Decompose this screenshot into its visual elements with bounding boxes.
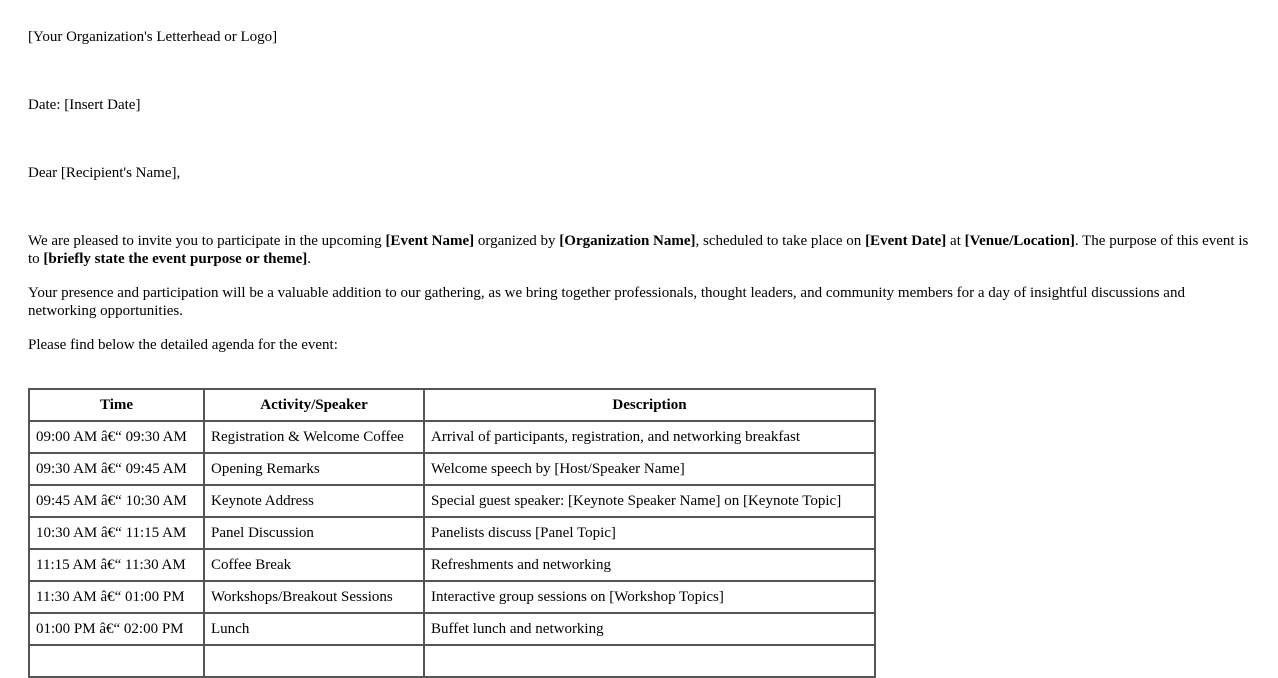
activity-cell: Registration & Welcome Coffee (204, 421, 424, 453)
venue-placeholder: [Venue/Location] (964, 233, 1075, 249)
activity-cell: Opening Remarks (204, 453, 424, 485)
time-cell: 10:30 AM â€“ 11:15 AM (29, 517, 204, 549)
time-cell: 09:45 AM â€“ 10:30 AM (29, 485, 204, 517)
paragraph-text: organized by (474, 233, 560, 249)
description-cell: Interactive group sessions on [Workshop Topics] (424, 581, 875, 613)
presence-paragraph: Your presence and participation will be a valuable addition to our gathering, as we bring together professionals, thought leaders, and community members for a day of insightful discussions and networking opportunities. (28, 285, 1185, 319)
table-row (29, 517, 875, 549)
description-cell: Buffet lunch and networking (424, 613, 875, 645)
event-name-placeholder: [Event Name] (385, 233, 475, 249)
activity-cell: Coffee Break (204, 549, 424, 581)
table-row (29, 549, 875, 581)
header-activity: Activity/Speaker (204, 389, 424, 421)
paragraph-text: . The purpose of this event is to (28, 233, 1249, 267)
time-cell: 11:30 AM â€“ 01:00 PM (29, 581, 204, 613)
letterhead-placeholder: [Your Organization's Letterhead or Logo] (28, 29, 278, 45)
event-purpose-placeholder: [briefly state the event purpose or theme] (43, 251, 308, 267)
paragraph-text: We are pleased to invite you to participate in the upcoming (28, 233, 386, 249)
activity-cell: Workshops/Breakout Sessions (204, 581, 424, 613)
header-time: Time (29, 389, 204, 421)
time-cell: 09:30 AM â€“ 09:45 AM (29, 453, 204, 485)
description-cell: Arrival of participants, registration, and networking breakfast (424, 421, 875, 453)
date-line: Date: [Insert Date] (28, 97, 141, 113)
activity-cell: Keynote Address (204, 485, 424, 517)
paragraph-text: , scheduled to take place on (695, 233, 866, 249)
agenda-header-row (29, 389, 875, 421)
activity-cell: Lunch (204, 613, 424, 645)
table-row (29, 485, 875, 517)
table-row (29, 453, 875, 485)
time-cell: 11:15 AM â€“ 11:30 AM (29, 549, 204, 581)
header-description: Description (424, 389, 875, 421)
table-row (29, 613, 875, 645)
description-cell: Welcome speech by [Host/Speaker Name] (424, 453, 875, 485)
time-cell: 01:00 PM â€“ 02:00 PM (29, 613, 204, 645)
table-row (29, 581, 875, 613)
description-cell: Special guest speaker: [Keynote Speaker Name] on [Keynote Topic] (424, 485, 875, 517)
agenda-table (28, 388, 876, 678)
greeting: Dear [Recipient's Name], (28, 165, 181, 181)
invitation-paragraph (28, 232, 1250, 268)
time-cell: 09:00 AM â€“ 09:30 AM (29, 421, 204, 453)
paragraph-text: at (946, 233, 965, 249)
description-cell: Refreshments and networking (424, 549, 875, 581)
description-cell: Panelists discuss [Panel Topic] (424, 517, 875, 549)
organization-name-placeholder: [Organization Name] (559, 233, 696, 249)
paragraph-text: . (307, 251, 311, 267)
table-row (29, 421, 875, 453)
agenda-intro: Please find below the detailed agenda for the event: (28, 337, 338, 353)
activity-cell: Panel Discussion (204, 517, 424, 549)
event-date-placeholder: [Event Date] (865, 233, 947, 249)
